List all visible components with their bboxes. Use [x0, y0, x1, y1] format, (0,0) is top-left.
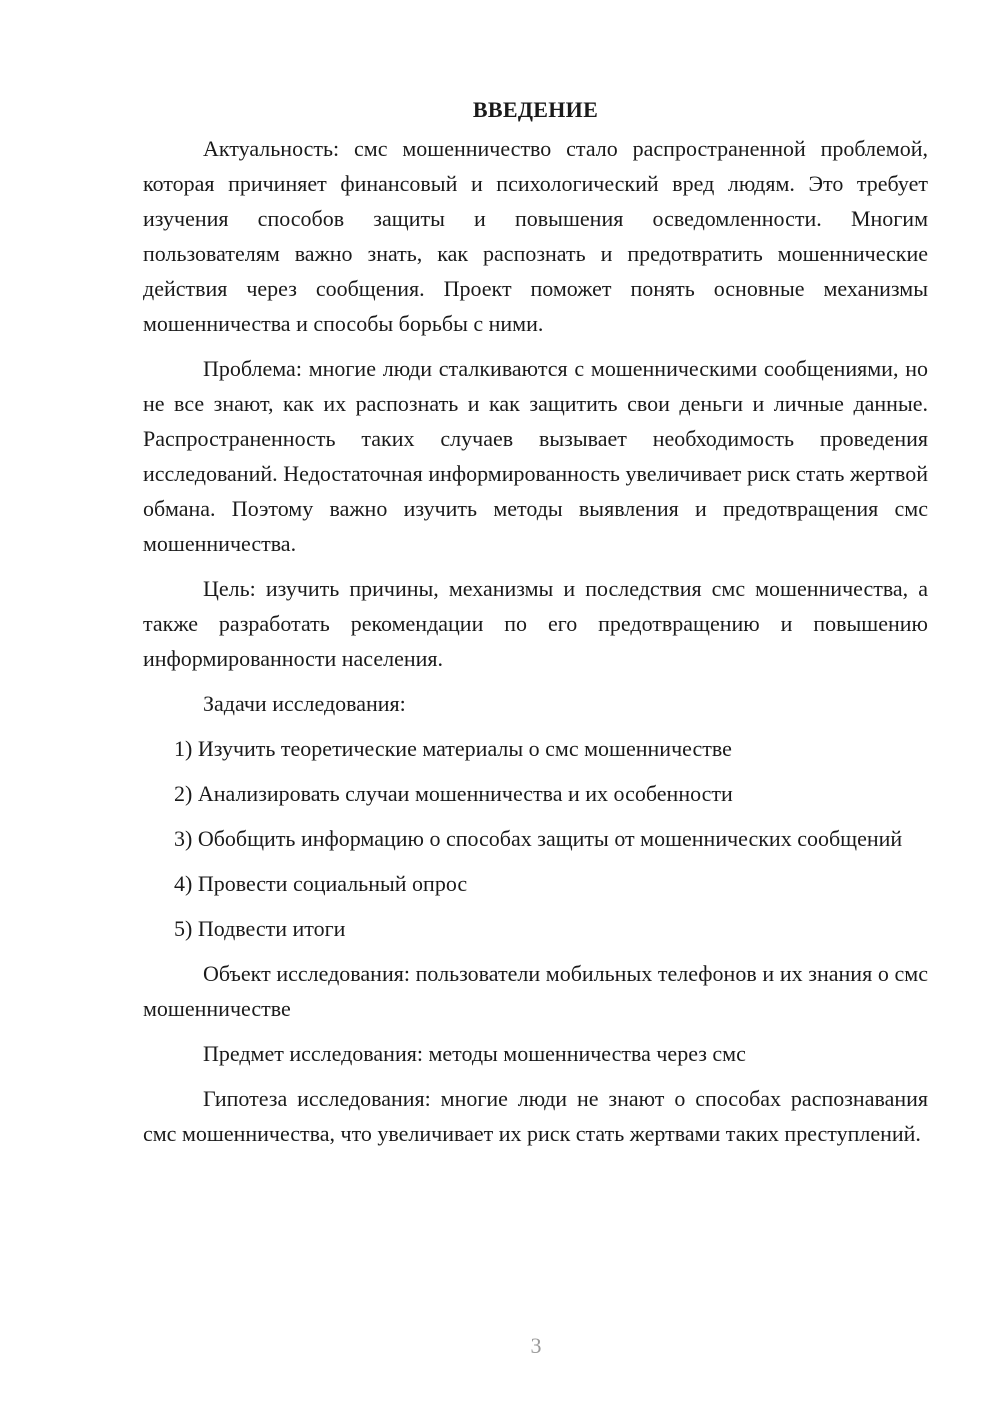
tasks-heading: Задачи исследования:	[203, 691, 406, 716]
problem-paragraph: Проблема: многие люди сталкиваются с мошенническими сообщениями, но не все знают, как их распознать и как защитить свои деньги и личные данные. Распространенность таких случаев вызывает необходимость проведения исследований. Недостаточная информированность увеличивает риск стать жертвой обмана. Поэтому важно изучить методы выявления и предотвращения смс мошенничества.	[143, 356, 928, 556]
list-item: 3) Обобщить информацию о способах защиты от мошеннических сообщений	[174, 826, 903, 851]
list-item: 2) Анализировать случаи мошенничества и их особенности	[174, 781, 733, 806]
object-paragraph: Объект исследования: пользователи мобильных телефонов и их знания о смс мошенничестве	[143, 961, 928, 1021]
goal-paragraph: Цель: изучить причины, механизмы и последствия смс мошенничества, а также разработать рекомендации по его предотвращению и повышению информированности населения.	[143, 576, 928, 671]
subject-paragraph: Предмет исследования: методы мошенничества через смс	[203, 1041, 746, 1066]
hypothesis-paragraph: Гипотеза исследования: многие люди не знают о способах распознавания смс мошенничества, что увеличивает их риск стать жертвами таких преступлений.	[143, 1086, 928, 1146]
relevance-paragraph: Актуальность: смс мошенничество стало распространенной проблемой, которая причиняет финансовый и психологический вред людям. Это требует изучения способов защиты и повышения осведомленности. Многим пользователям важно знать, как распознать и предотвратить мошеннические действия через сообщения. Проект поможет понять основные механизмы мошенничества и способы борьбы с ними.	[143, 136, 928, 336]
page-title: ВВЕДЕНИЕ	[472, 97, 599, 122]
list-item: 1) Изучить теоретические материалы о смс мошенничестве	[174, 736, 732, 761]
list-item: 5) Подвести итоги	[174, 916, 346, 941]
list-item: 4) Провести социальный опрос	[174, 871, 468, 896]
tasks-list	[143, 731, 928, 946]
document-page	[143, 92, 928, 1161]
page-number: 3	[530, 1333, 542, 1358]
